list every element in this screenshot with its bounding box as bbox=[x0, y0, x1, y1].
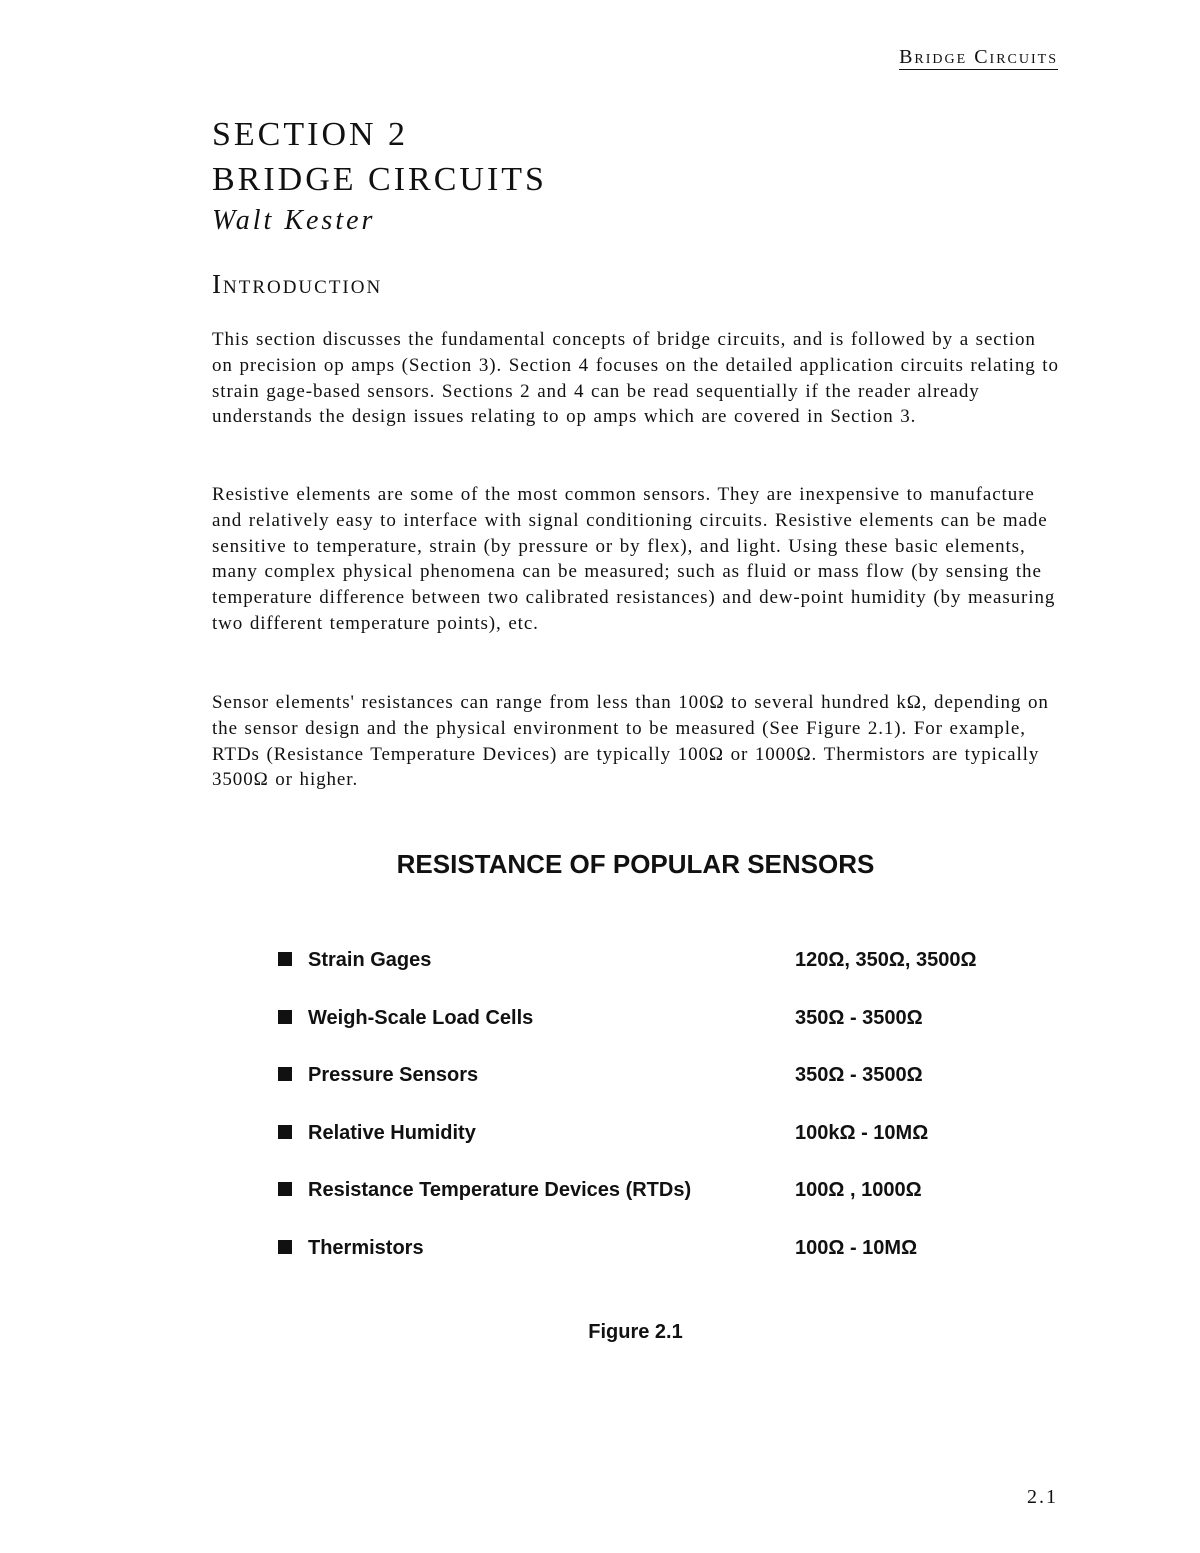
square-bullet-icon bbox=[278, 1125, 292, 1139]
figure-title: RESISTANCE OF POPULAR SENSORS bbox=[396, 849, 875, 879]
list-item bbox=[275, 1232, 1035, 1290]
intro-paragraph-2: Resistive elements are some of the most common sensors. They are inexpensive to manufacture and relatively easy to interface with signal conditioning circuits. Resistive elements can be made sensitive to temperature, strain (by pressure or by flex), and light. Using these basic elements, many complex physical phenomena can be measured; such as fluid or mass flow (by sensing the temperature difference between two calibrated resistances) and dew-point humidity (by measuring two different temperature points), etc. bbox=[212, 484, 1056, 634]
introduction-heading: Introduction bbox=[212, 269, 383, 299]
square-bullet-icon bbox=[278, 952, 292, 966]
sensor-name: Pressure Sensors bbox=[308, 1064, 479, 1087]
square-bullet-icon bbox=[278, 1182, 292, 1196]
square-bullet-icon bbox=[278, 1067, 292, 1081]
square-bullet-icon bbox=[278, 1010, 292, 1024]
section-number: SECTION 2 bbox=[212, 116, 409, 153]
list-item bbox=[275, 1002, 1035, 1060]
sensor-name: Thermistors bbox=[308, 1236, 424, 1259]
running-header: Bridge Circuits bbox=[899, 46, 1058, 68]
section-title: BRIDGE CIRCUITS bbox=[212, 161, 547, 198]
intro-paragraph-3: Sensor elements' resistances can range from less than 100Ω to several hundred kΩ, depending on the sensor design and the physical environment to be measured (See Figure 2.1). For example, RTDs (Resistance Temperature Devices) are typically 100Ω or 1000Ω. Thermistors are typically 3500Ω or higher. bbox=[212, 692, 1049, 791]
intro-paragraph-1: This section discusses the fundamental concepts of bridge circuits, and is followed by a section on precision op amps (Section 3). Section 4 focuses on the detailed application circuits relating to strain gage-based sensors. Sections 2 and 4 can be read sequentially if the reader already understands the design issues relating to op amps which are covered in Section 3. bbox=[212, 329, 1059, 428]
page-number: 2.1 bbox=[1027, 1486, 1058, 1508]
sensor-name: Resistance Temperature Devices (RTDs) bbox=[308, 1179, 692, 1202]
sensor-resistance-range: 120Ω, 350Ω, 3500Ω bbox=[795, 949, 977, 971]
sensor-name: Weigh-Scale Load Cells bbox=[308, 1006, 534, 1029]
section-title-block bbox=[212, 112, 547, 240]
list-item bbox=[275, 1059, 1035, 1117]
figure-caption: Figure 2.1 bbox=[588, 1321, 683, 1343]
list-item bbox=[275, 944, 1035, 1002]
author-name: Walt Kester bbox=[212, 205, 376, 236]
sensor-name: Relative Humidity bbox=[308, 1121, 476, 1144]
sensor-resistance-range: 100kΩ - 10MΩ bbox=[795, 1121, 929, 1144]
sensor-name: Strain Gages bbox=[308, 949, 432, 971]
list-item bbox=[275, 1174, 1035, 1232]
sensor-resistance-range: 100Ω - 10MΩ bbox=[795, 1236, 918, 1259]
sensor-resistance-range: 350Ω - 3500Ω bbox=[795, 1064, 923, 1087]
list-item bbox=[275, 1117, 1035, 1175]
square-bullet-icon bbox=[278, 1240, 292, 1254]
sensor-resistance-range: 350Ω - 3500Ω bbox=[795, 1006, 923, 1029]
sensor-resistance-list bbox=[275, 944, 1035, 1290]
sensor-resistance-range: 100Ω , 1000Ω bbox=[795, 1179, 922, 1202]
